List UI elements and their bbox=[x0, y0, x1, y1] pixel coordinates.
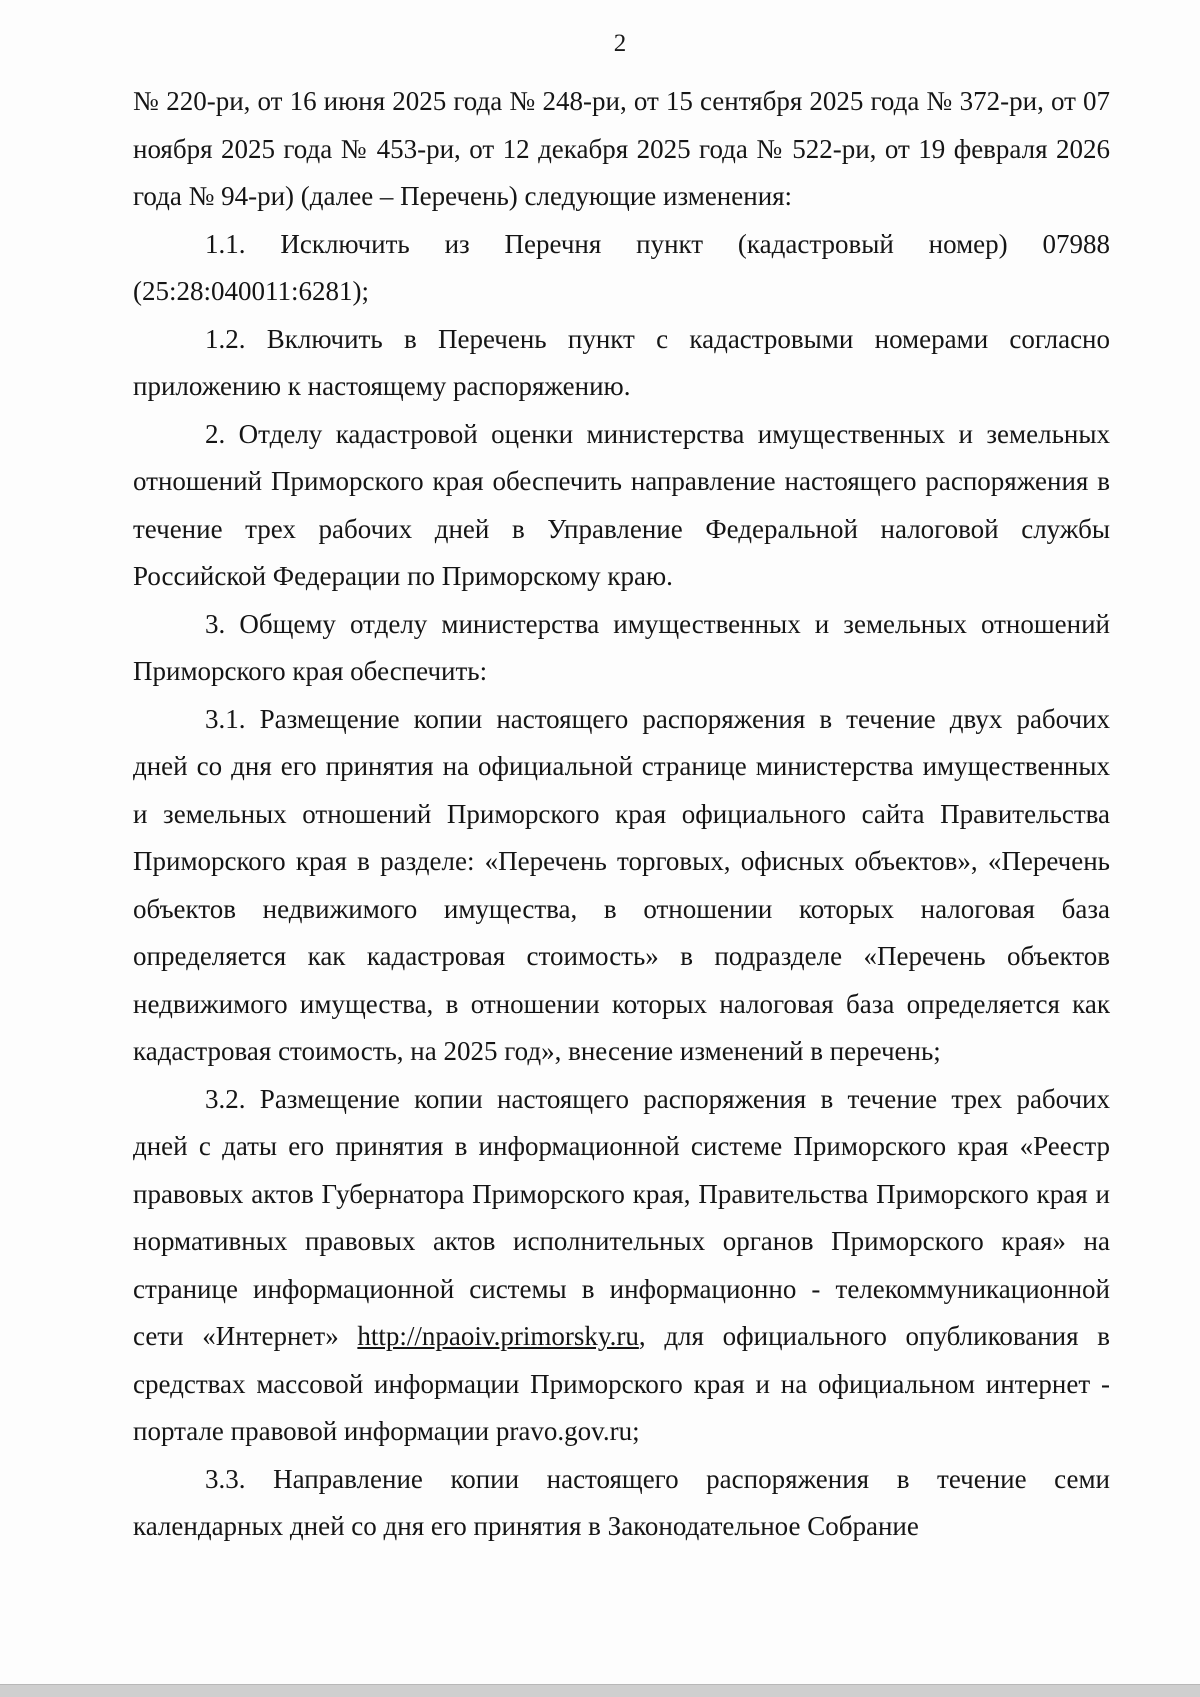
document-body bbox=[133, 78, 1110, 1551]
paragraph-1-2: 1.2. Включить в Перечень пункт с кадастровыми номерами согласно приложению к настоящему распоряжению. bbox=[133, 323, 1110, 401]
page-number: 2 bbox=[613, 30, 627, 57]
paragraph-3-3: 3.3. Направление копии настоящего распоряжения в течение семи календарных дней со дня его принятия в Законодательное Собрание bbox=[133, 1463, 1110, 1541]
paragraph-2: 2. Отделу кадастровой оценки министерства имущественных и земельных отношений Приморского края обеспечить направление настоящего распоряжения в течение трех рабочих дней в Управление Федеральной налоговой службы Российской Федерации по Приморскому краю. bbox=[133, 418, 1110, 591]
paragraph-continuation: № 220-ри, от 16 июня 2025 года № 248-ри, от 15 сентября 2025 года № 372-ри, от 07 ноября 2025 года № 453-ри, от 12 декабря 2025 года № 522-ри, от 19 февраля 2026 года № 94-ри) (далее – Перечень) следующие изменения: bbox=[133, 86, 1110, 211]
paragraph-3: 3. Общему отделу министерства имущественных и земельных отношений Приморского края обеспечить: bbox=[133, 608, 1110, 686]
paragraph-3-2-text-start: 3.2. Размещение копии настоящего распоряжения в течение трех рабочих дней с даты его принятия в информационной системе Приморского края «Реестр правовых актов Губернатора Приморского края, Правительства Приморского края и нормативных правовых актов исполнительных органов Приморского края» на странице информационной системы в информационно - телекоммуникационной сети «Интернет» bbox=[133, 1083, 1110, 1351]
paragraph-3-2-text-end: , для официального опубликования в средствах массовой информации Приморского края и на официальном интернет - портале правовой информации pravo.gov.ru; bbox=[133, 1321, 1110, 1446]
scan-bottom-edge bbox=[0, 1684, 1200, 1697]
paragraph-3-2 bbox=[133, 1076, 1110, 1456]
paragraph-1-1: 1.1. Исключить из Перечня пункт (кадастровый номер) 07988 (25:28:040011:6281); bbox=[133, 228, 1110, 306]
paragraph-3-1: 3.1. Размещение копии настоящего распоряжения в течение двух рабочих дней со дня его принятия на официальной странице министерства имущественных и земельных отношений Приморского края официального сайта Правительства Приморского края в разделе: «Перечень торговых, офисных объектов», «Перечень объектов недвижимого имущества, в отношении которых налоговая база определяется как кадастровая стоимость» в подразделе «Перечень объектов недвижимого имущества, в отношении которых налоговая база определяется как кадастровая стоимость, на 2025 год», внесение изменений в перечень; bbox=[133, 703, 1110, 1066]
npaoiv-link[interactable]: http://npaoiv.primorsky.ru bbox=[357, 1321, 639, 1351]
